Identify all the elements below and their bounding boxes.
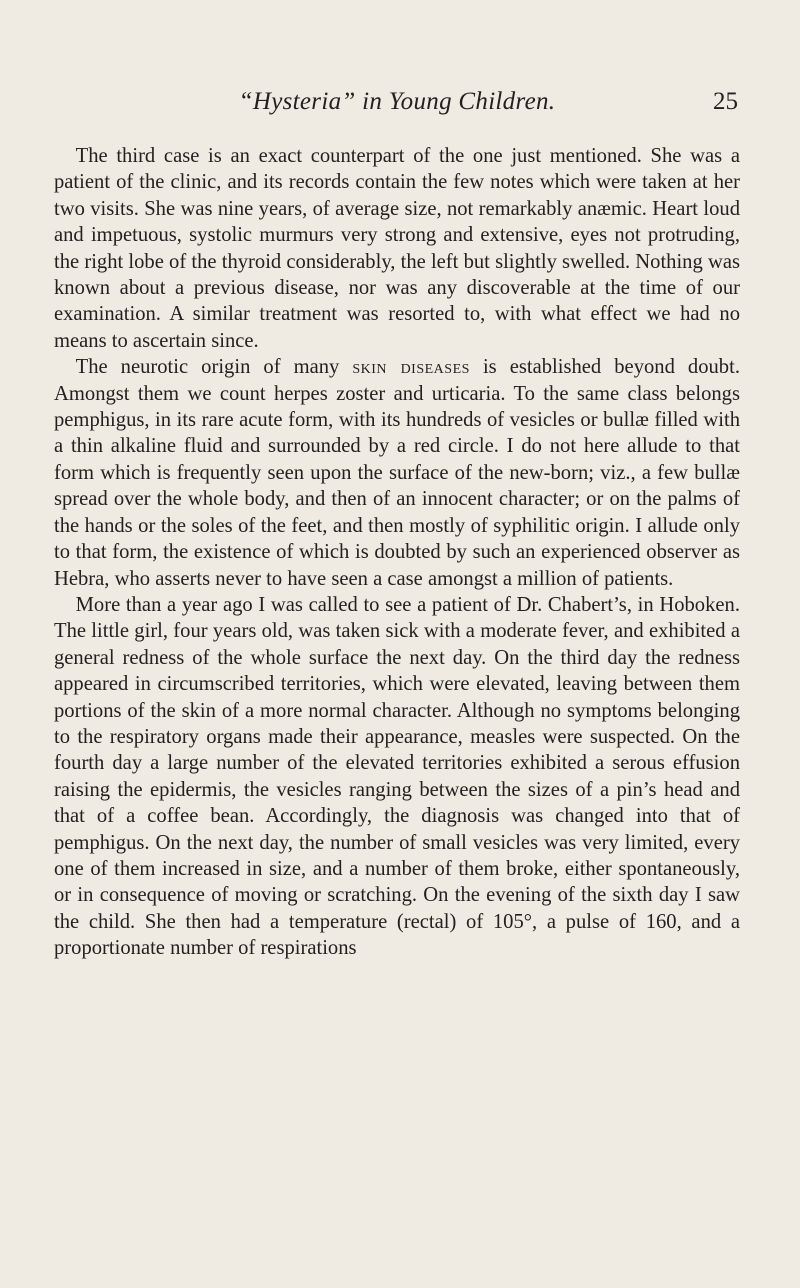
- running-title: [56, 88, 738, 116]
- paragraph-third-case: The third case is an exact counterpart of the one just mentioned. She was a patient of the clinic, and its records contain the few notes which were taken at her two visits. She was nine years, of average size, not remarkably anæmic. Heart loud and impetuous, systolic murmurs very strong and extensive, eyes not protruding, the right lobe of the thyroid considerably, the left but slightly swelled. Nothing was known about a previous disease, nor was any discoverable at the time of our examination. A similar treatment was resorted to, with what effect we had no means to ascertain since.: [54, 145, 740, 352]
- page-number: 25: [713, 88, 738, 115]
- small-caps-term: skin diseases: [352, 356, 470, 379]
- title-open-quote: “: [238, 88, 253, 115]
- paragraph-hoboken-case: More than a year ago I was called to see a patient of Dr. Chabert’s, in Hoboken. The little girl, four years old, was taken sick with a moderate fever, and exhibited a general redness of the whole surface the next day. On the third day the redness appeared in circumscribed territories, which were elevated, leaving between them portions of the skin of a more normal character. Although no symptoms belonging to the respiratory organs made their appearance, measles were suspected. On the fourth day a large number of the elevated territories exhibited a serous effusion raising the epidermis, the vesicles ranging between the sizes of a pin’s head and that of a coffee bean. Accordingly, the diagnosis was changed into that of pemphigus. On the next day, the number of small vesicles was very limited, every one of them increased in size, and a number of them broke, either spontaneously, or in consequence of moving or scratching. On the evening of the sixth day I saw the child. She then had a temperature (rectal) of 105°, a pulse of 160, and a proportionate number of respirations: [54, 593, 740, 960]
- paragraph-lead-in: The neurotic origin of many: [75, 356, 353, 379]
- paragraph-skin-diseases: [54, 354, 740, 592]
- title-word: Hysteria: [252, 88, 342, 115]
- title-close-quote: ”: [341, 88, 356, 115]
- running-head: [56, 88, 738, 124]
- body-text: [54, 143, 740, 962]
- paragraph-continuation: is established beyond doubt. Amongst them we count herpes zoster and urticaria. To the same class belongs pemphigus, in its rare acute form, with its hundreds of vesicles or bullæ filled with a thin alkaline fluid and surrounded by a red circle. I do not here allude to that form which is frequently seen upon the surface of the new-born; viz., a few bullæ spread over the whole body, and then of an innocent character; or on the palms of the hands or the soles of the feet, and then mostly of syphilitic origin. I allude only to that form, the existence of which is doubted by such an experienced observer as Hebra, who asserts never to have seen a case amongst a million of patients.: [54, 356, 740, 590]
- title-rest: in Young Children.: [355, 88, 556, 115]
